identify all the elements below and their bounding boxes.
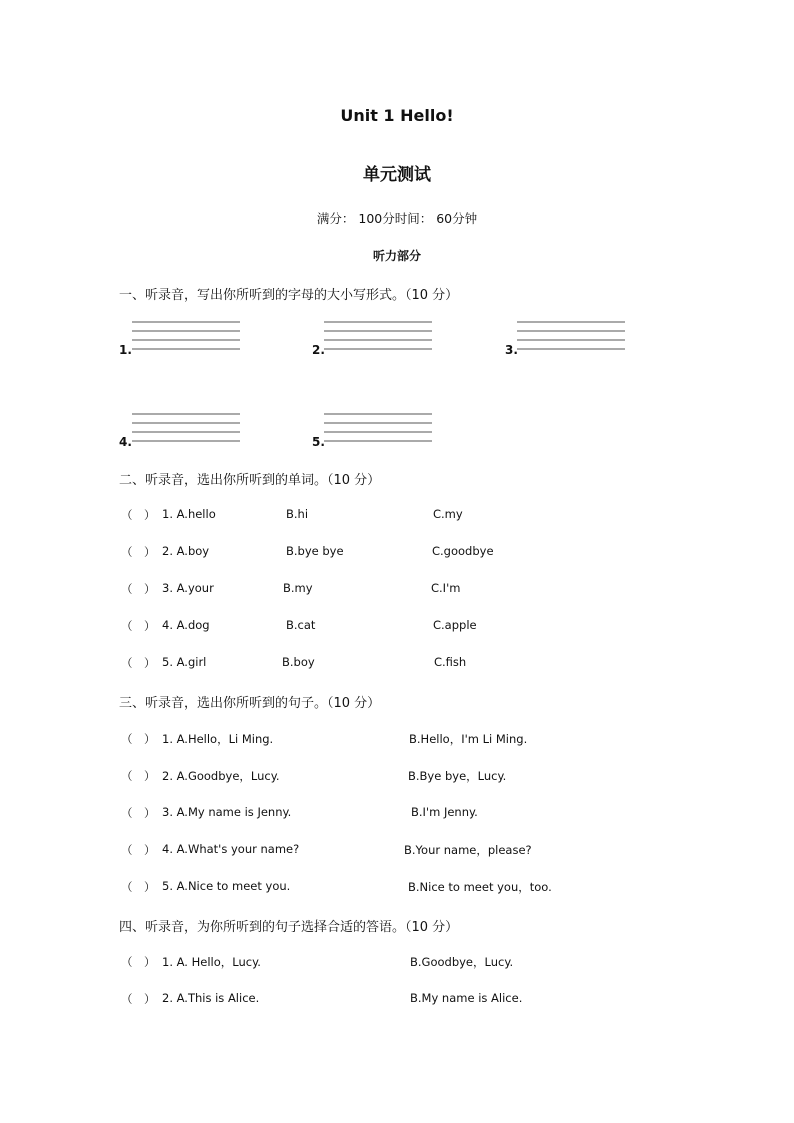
option-b: B.hi xyxy=(286,507,309,521)
option-b: B.Nice to meet you，too. xyxy=(408,880,552,894)
answer-blank[interactable]: （ ） xyxy=(121,992,156,1006)
writing-lines-2[interactable] xyxy=(324,320,432,352)
option-a: 2. A.Goodbye，Lucy. xyxy=(162,769,280,783)
writing-number-1: 1. xyxy=(119,343,132,357)
writing-number-4: 4. xyxy=(119,435,132,449)
page-title: Unit 1 Hello! xyxy=(340,106,454,125)
option-c: C.fish xyxy=(434,655,467,669)
answer-blank[interactable]: （ ） xyxy=(121,656,156,670)
option-b: B.Hello，I'm Li Ming. xyxy=(409,732,528,746)
option-b: B.I'm Jenny. xyxy=(411,805,478,819)
option-b: B.cat xyxy=(286,618,316,632)
option-a: 1. A.Hello，Li Ming. xyxy=(162,732,274,746)
option-b: B.Your name，please? xyxy=(404,843,532,857)
option-b: B.My name is Alice. xyxy=(410,991,523,1005)
answer-blank[interactable]: （ ） xyxy=(121,843,156,857)
answer-blank[interactable]: （ ） xyxy=(121,582,156,596)
option-b: B.Bye bye，Lucy. xyxy=(408,769,507,783)
option-b: B.Goodbye，Lucy. xyxy=(410,955,514,969)
page-subtitle: 单元测试 xyxy=(363,165,431,185)
option-b: B.boy xyxy=(282,655,315,669)
option-a: 2. A.boy xyxy=(162,544,210,558)
option-a: 4. A.What's your name? xyxy=(162,842,300,856)
answer-blank[interactable]: （ ） xyxy=(121,769,156,783)
option-a: 2. A.This is Alice. xyxy=(162,991,260,1005)
answer-blank[interactable]: （ ） xyxy=(121,880,156,894)
score-time-info: 满分： 100分时间： 60分钟 xyxy=(316,211,478,226)
writing-number-5: 5. xyxy=(312,435,325,449)
section4-heading: 四、听录音，为你所听到的句子选择合适的答语。（10 分） xyxy=(119,920,459,935)
option-c: C.I'm xyxy=(431,581,461,595)
option-c: C.goodbye xyxy=(432,544,494,558)
answer-blank[interactable]: （ ） xyxy=(121,806,156,820)
option-b: B.my xyxy=(283,581,313,595)
option-a: 4. A.dog xyxy=(162,618,210,632)
answer-blank[interactable]: （ ） xyxy=(121,732,156,746)
writing-number-2: 2. xyxy=(312,343,325,357)
option-c: C.apple xyxy=(433,618,477,632)
writing-lines-5[interactable] xyxy=(324,412,432,444)
option-a: 3. A.your xyxy=(162,581,214,595)
option-c: C.my xyxy=(433,507,463,521)
answer-blank[interactable]: （ ） xyxy=(121,955,156,969)
section2-heading: 二、听录音，选出你所听到的单词。（10 分） xyxy=(119,473,381,488)
section3-heading: 三、听录音，选出你所听到的句子。（10 分） xyxy=(119,696,381,711)
option-a: 5. A.girl xyxy=(162,655,207,669)
writing-lines-4[interactable] xyxy=(132,412,240,444)
part-label: 听力部分 xyxy=(372,249,421,263)
answer-blank[interactable]: （ ） xyxy=(121,545,156,559)
writing-lines-1[interactable] xyxy=(132,320,240,352)
writing-lines-3[interactable] xyxy=(517,320,625,352)
section1-heading: 一、听录音，写出你所听到的字母的大小写形式。（10 分） xyxy=(119,288,459,303)
option-a: 1. A.hello xyxy=(162,507,216,521)
answer-blank[interactable]: （ ） xyxy=(121,619,156,633)
writing-number-3: 3. xyxy=(505,343,518,357)
option-a: 1. A. Hello，Lucy. xyxy=(162,955,261,969)
option-a: 5. A.Nice to meet you. xyxy=(162,879,291,893)
answer-blank[interactable]: （ ） xyxy=(121,508,156,522)
option-b: B.bye bye xyxy=(286,544,344,558)
option-a: 3. A.My name is Jenny. xyxy=(162,805,292,819)
